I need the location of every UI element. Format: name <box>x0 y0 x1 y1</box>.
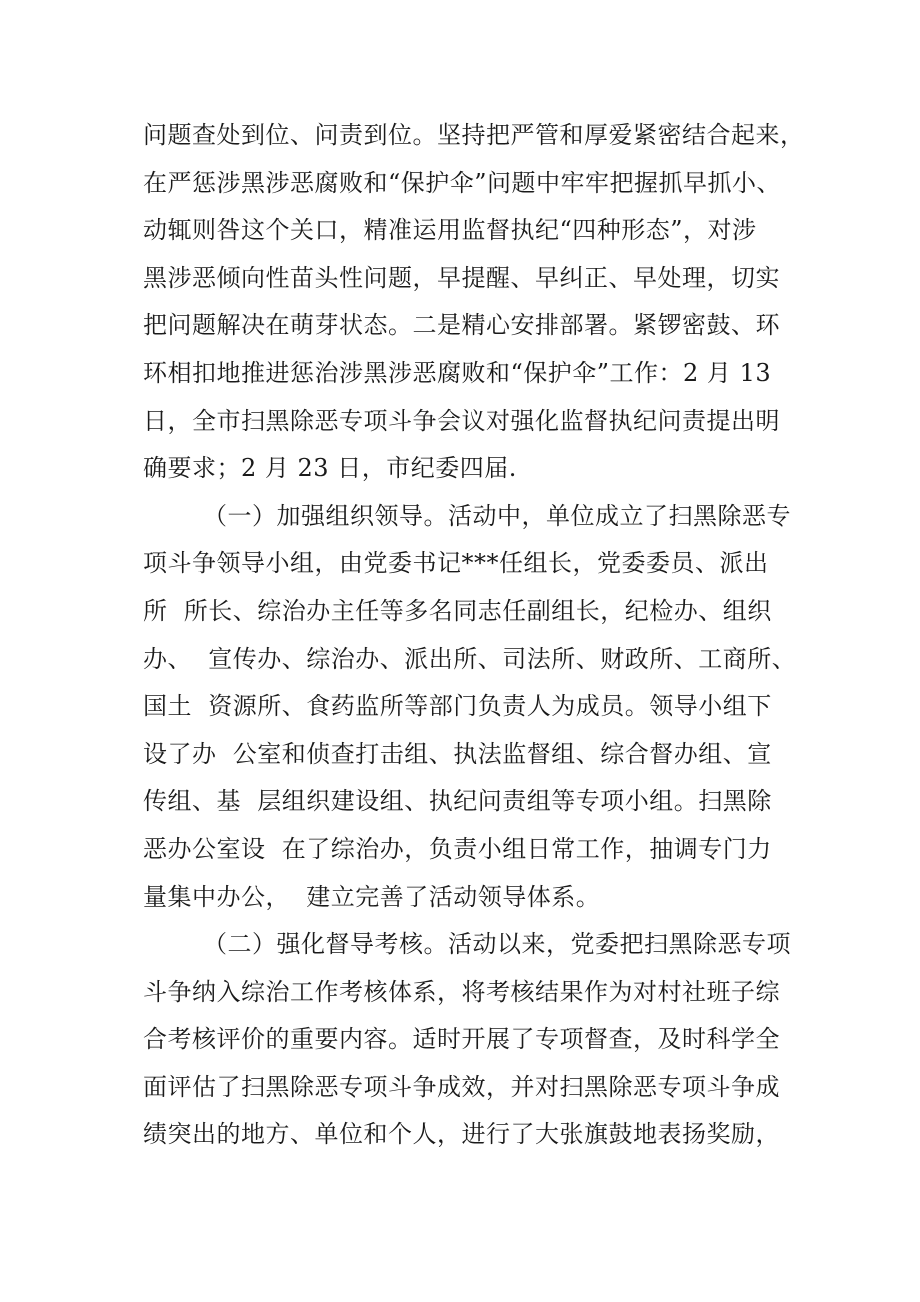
text-line: 国土 资源所、食药监所等部门负责人为成员。领导小组下 <box>143 692 772 721</box>
text-line: 确要求；2 月 23 日，市纪委四届. <box>143 454 517 483</box>
text-line: 项斗争领导小组，由党委书记***任组长，党委委员、派出 <box>143 549 769 578</box>
text-line: 日，全市扫黑除恶专项斗争会议对强化监督执纪问责提出明 <box>143 406 780 435</box>
text-line: 绩突出的地方、单位和个人，进行了大张旗鼓地表扬奖励， <box>143 1120 780 1149</box>
text-line: 黑涉恶倾向性苗头性问题，早提醒、早纠正、早处理，切实 <box>143 263 780 292</box>
text-line: 所 所长、综治办主任等多名同志任副组长，纪检办、组织 <box>143 596 772 625</box>
body-text <box>143 112 805 1159</box>
paragraph-heading-line: （一）加强组织领导。活动中，单位成立了扫黑除恶专 <box>203 501 791 530</box>
text-line: 问题查处到位、问责到位。坚持把严管和厚爱紧密结合起来， <box>143 121 805 149</box>
text-line: 办、 宣传办、综治办、派出所、司法所、财政所、工商所、 <box>143 644 797 673</box>
text-line: 设了办 公室和侦查打击组、执法监督组、综合督办组、宣 <box>143 739 772 768</box>
text-line: 传组、基 层组织建设组、执纪问责组等专项小组。扫黑除 <box>143 787 772 816</box>
text-line: 斗争纳入综治工作考核体系，将考核结果作为对村社班子综 <box>143 977 780 1006</box>
text-line: 恶办公室设 在了综治办，负责小组日常工作，抽调专门力 <box>143 834 772 863</box>
text-line: 量集中办公， 建立完善了活动领导体系。 <box>143 882 601 911</box>
text-line: 把问题解决在萌芽状态。二是精心安排部署。紧锣密鼓、环 <box>143 311 780 340</box>
text-line: 面评估了扫黑除恶专项斗争成效，并对扫黑除恶专项斗争成 <box>143 1072 780 1101</box>
text-line: 合考核评价的重要内容。适时开展了专项督查，及时科学全 <box>143 1025 780 1054</box>
text-line: 动辄则咎这个关口，精准运用监督执纪“四种形态”，对涉 <box>143 216 757 245</box>
text-line: 环相扣地推进惩治涉黑涉恶腐败和“保护伞”工作：2 月 13 <box>143 358 772 387</box>
text-line: 在严惩涉黑涉恶腐败和“保护伞”问题中牢牢把握抓早抓小、 <box>143 168 782 197</box>
paragraph-heading-line: （二）强化督导考核。活动以来，党委把扫黑除恶专项 <box>203 930 791 959</box>
